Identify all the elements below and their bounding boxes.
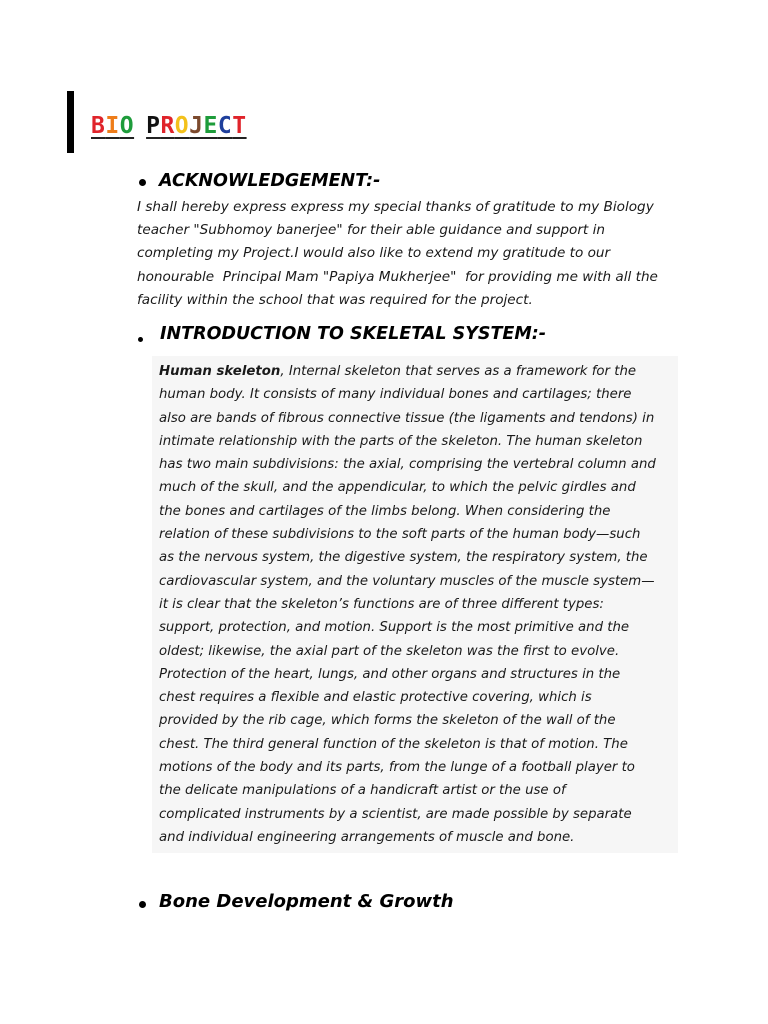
title-letter: J [189, 113, 204, 139]
title-letter: R [160, 113, 175, 139]
introduction-line: oldest; likewise, the axial part of the skeleton was the first to evolve. [159, 643, 620, 659]
introduction-line: motions of the body and its parts, from the lunge of a football player to [159, 760, 635, 776]
introduction-line: intimate relationship with the parts of the skeleton. The human skeleton [159, 433, 643, 449]
title-letter: T [232, 113, 247, 139]
introduction-line: the delicate manipulations of a handicraft artist or the use of [159, 783, 566, 799]
bullet-icon [139, 901, 146, 908]
introduction-paragraph [159, 360, 679, 849]
introduction-line: support, protection, and motion. Support is the most primitive and the [159, 620, 630, 636]
acknowledgement-line: honourable Principal Mam "Papiya Mukherjee" for providing me with all the [137, 268, 658, 285]
bullet-icon [138, 337, 143, 342]
title-word-project [146, 113, 247, 139]
acknowledgement-paragraph [137, 196, 697, 312]
introduction-line: chest requires a flexible and elastic protective covering, which is [159, 690, 592, 706]
acknowledgement-line: teacher "Subhomoy banerjee" for their able guidance and support in [137, 222, 605, 239]
title-letter: E [203, 113, 218, 139]
title-letter: O [174, 113, 190, 139]
bone-development-heading: Bone Development & Growth [159, 891, 454, 912]
introduction-line: provided by the rib cage, which forms the skeleton of the wall of the [159, 713, 616, 729]
title-letter: I [105, 113, 120, 139]
introduction-heading: INTRODUCTION TO SKELETAL SYSTEM:- [160, 324, 547, 344]
introduction-line [159, 360, 679, 383]
introduction-line: cardiovascular system, and the voluntary muscles of the muscle system— [159, 573, 655, 589]
introduction-line: complicated instruments by a scientist, are made possible by separate [159, 806, 632, 822]
introduction-lead: Human skeleton [159, 364, 281, 379]
title-word-bio [91, 113, 134, 139]
introduction-first-line: , Internal skeleton that serves as a framework for the [280, 364, 637, 379]
bullet-icon [139, 179, 146, 186]
introduction-line: human body. It consists of many individual bones and cartilages; there [159, 387, 632, 403]
title-letter: P [146, 113, 161, 139]
introduction-line: Protection of the heart, lungs, and other organs and structures in the [159, 666, 621, 682]
introduction-line: chest. The third general function of the skeleton is that of motion. The [159, 736, 628, 752]
title-letter: B [91, 113, 106, 139]
introduction-line: much of the skull, and the appendicular, to which the pelvic girdles and [159, 480, 636, 496]
introduction-line: also are bands of fibrous connective tissue (the ligaments and tendons) in [159, 410, 655, 426]
title-letter: C [217, 113, 233, 139]
acknowledgement-line: I shall hereby express express my special thanks of gratitude to my Biology [137, 199, 654, 215]
introduction-line: relation of these subdivisions to the soft parts of the human body—such [159, 527, 641, 543]
acknowledgement-line: completing my Project.I would also like to extend my gratitude to our [137, 245, 611, 262]
title-letter: O [119, 113, 135, 139]
document-title [91, 111, 247, 141]
acknowledgement-heading: ACKNOWLEDGEMENT:- [159, 171, 381, 191]
introduction-line: and individual engineering arrangements of muscle and bone. [159, 829, 575, 845]
acknowledgement-line: facility within the school that was required for the project. [137, 291, 533, 308]
introduction-line: as the nervous system, the digestive system, the respiratory system, the [159, 550, 648, 566]
margin-bar [67, 91, 74, 153]
introduction-line: has two main subdivisions: the axial, comprising the vertebral column and [159, 457, 656, 473]
introduction-line: the bones and cartilages of the limbs belong. When considering the [159, 503, 611, 519]
introduction-line: it is clear that the skeleton’s functions are of three different types: [159, 596, 604, 612]
